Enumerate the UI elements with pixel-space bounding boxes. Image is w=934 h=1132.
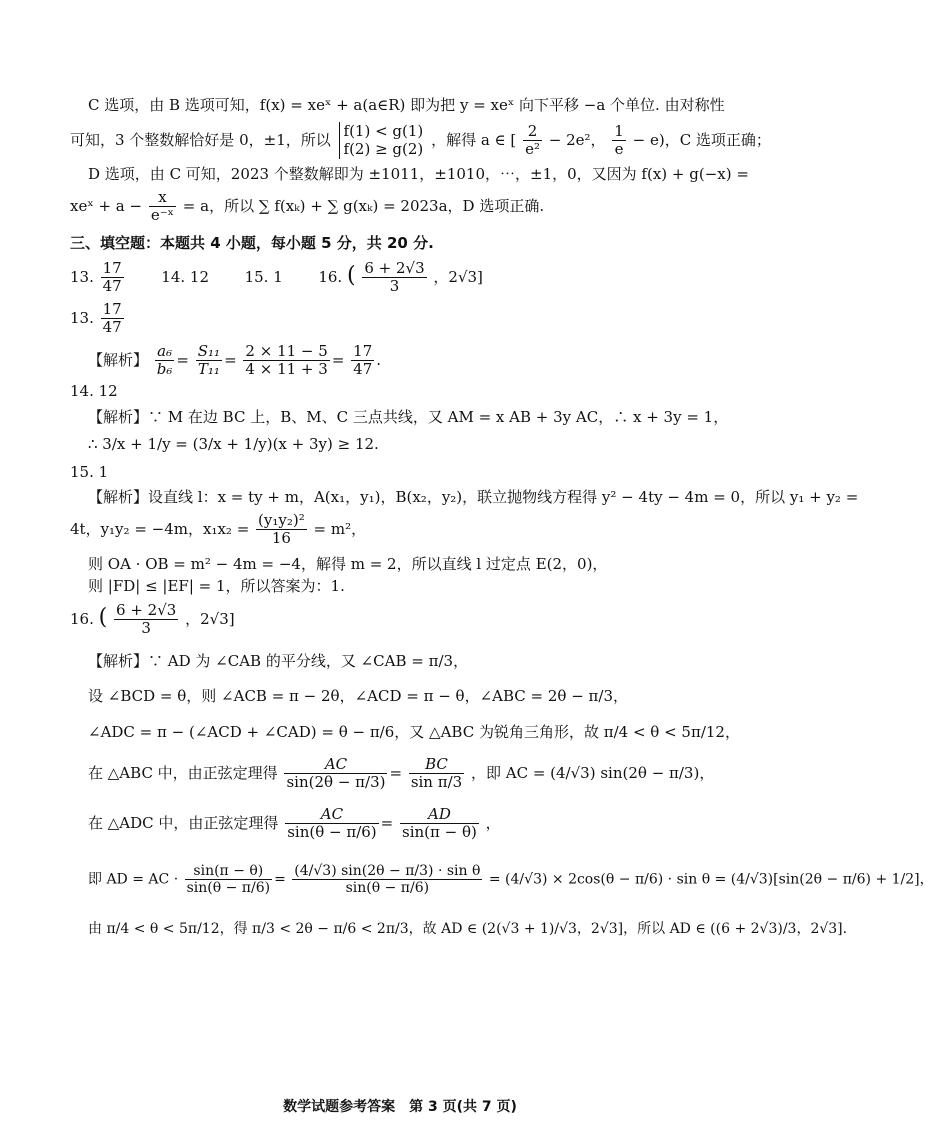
q16-text-6b: = (4/√3) × 2cos(θ − π/6) · sin θ = (4/√3)[sin(2θ − π/6) + 1/2]， — [488, 871, 934, 888]
q16-analysis-line-3: ∠ADC = π − (∠ACD + ∠CAD) = θ − π/6，又 △ABC 为锐角三角形，故 π/4 < θ < 5π/12， — [88, 722, 740, 741]
d-option-text-b: = a，所以 ∑ f(xₖ) + ∑ g(xₖ) = 2023a，D 选项正确. — [182, 196, 545, 215]
q16-analysis-line-1 — [70, 652, 752, 672]
fraction-denominator: 3 — [141, 619, 151, 638]
analysis-tag: 【解析】 — [88, 407, 149, 426]
c-option-text-c: − 2e²， — [548, 130, 606, 149]
q16-text-5a: 在 △ADC 中，由正弦定理得 — [88, 813, 279, 832]
inequality-system — [339, 122, 424, 160]
fraction-numerator: (4/√3) sin(2θ − π/3) · sin θ — [294, 863, 481, 879]
answer-13-fraction — [101, 260, 124, 296]
q13-answer-fraction — [101, 301, 124, 337]
d-option-line-2 — [70, 189, 752, 225]
fraction-denominator: e² — [525, 139, 540, 158]
system-row-2: f(2) ≥ g(2) — [343, 140, 424, 159]
q15-analysis-line-3: 则 OA · OB = m² − 4m = −4，解得 m = 2，所以直线 l 过定点 E(2，0)， — [88, 555, 608, 573]
c-option-line-2 — [70, 121, 771, 160]
answer-16-open-bracket: ( — [346, 262, 356, 288]
fraction-denominator: e — [614, 139, 624, 158]
q16-analysis-line-7: 由 π/4 < θ < 5π/12，得 π/3 < 2θ − π/6 < 2π/3，故 AD ∈ (2(√3 + 1)/√3，2√3]，所以 AD ∈ ((6 + 2√3)/3，2√3]. — [88, 921, 848, 938]
q16-text-4a: 在 △ABC 中，由正弦定理得 — [88, 763, 278, 782]
q16-answer-fraction — [114, 602, 178, 638]
fraction-denominator: 3 — [389, 276, 400, 295]
fraction-2-over-e2 — [523, 123, 542, 159]
frac-ac-over-sin-theta — [285, 806, 378, 842]
answer-16-close: ，2√3] — [433, 267, 483, 286]
fraction-numerator: x — [149, 189, 176, 207]
q16-analysis-line-4: 在 △ABC 中，由正弦定理得 $\frac{AC}{\sin(2\theta - \pi/3)}$ = $\frac{BC}{\text{sin π/3}}$ ，即 AC = (4/√3) sin(2θ − π/3)， — [88, 755, 715, 792]
frac-computation — [243, 343, 329, 379]
c-option-text-d: − e)，C 选项正确； — [632, 130, 771, 149]
answer-summary — [70, 260, 752, 296]
answer-14: 14. 12 — [161, 267, 210, 286]
q16-heading — [70, 602, 752, 638]
q14-heading: 14. 12 — [70, 382, 118, 400]
q16-text-6a: 即 AD = AC · — [88, 871, 179, 888]
q16-text-4b: ，即 AC = (4/√3) sin(2θ − π/3)， — [470, 763, 715, 782]
c-option-text-b: ，解得 a ∈ [ — [431, 130, 517, 149]
q16-analysis-line-5: 在 △ADC 中，由正弦定理得 $\frac{AC}{\sin(\theta - \pi/6)}$ = $\frac{AD}{\sin(\pi - \theta)}$ ， — [88, 804, 501, 841]
q14-analysis-line-2: ∴ 3/x + 1/y = (3/x + 1/y)(x + 3y) ≥ 12. — [88, 435, 379, 453]
fraction-1-over-e — [612, 123, 626, 159]
system-row-1: f(1) < g(1) — [343, 121, 424, 140]
analysis-tag: 【解析】 — [88, 488, 149, 506]
analysis-tag: 【解析】 — [88, 651, 149, 670]
c-option-line-1: C 选项，由 B 选项可知，f(x) = xeˣ + a(a∈R) 即为把 y = xeˣ 向下平移 −a 个单位. 由对称性 — [88, 96, 725, 114]
fraction-numerator: 6 + 2√3 — [364, 258, 425, 277]
fraction-denominator: b₆ — [156, 359, 173, 378]
answer-13-label: 13. — [70, 267, 94, 286]
q16-text-1: ∵ AD 为 ∠CAB 的平分线，又 ∠CAB = π/3， — [148, 651, 469, 670]
fraction-numerator: BC — [409, 756, 464, 774]
c-option-text-a: 可知，3 个整数解恰好是 0，±1，所以 — [70, 130, 331, 149]
q15-analysis-line-4: 则 |FD| ≤ |EF| = 1，所以答案为：1. — [88, 576, 345, 595]
q15-analysis-line-1 — [70, 488, 859, 508]
fraction-denominator: 47 — [102, 276, 122, 295]
answer-16-fraction — [362, 260, 426, 296]
fraction-denominator: sin(θ − π/6) — [345, 880, 430, 897]
q16-text-5b: ， — [485, 813, 501, 832]
q14-text-1: ∵ M 在边 BC 上，B、M、C 三点共线，又 AM = x AB + 3y AC，∴ x + 3y = 1， — [148, 407, 729, 426]
fraction-x-over-e — [149, 189, 176, 225]
fraction-numerator: 1 — [614, 121, 624, 140]
q13-analysis: 【解析】 $\frac{\text{a₆}}{\text{b₆}}$ = $\frac{\text{S₁₁}}{\text{T₁₁}}$ = $\frac{2 \times 11 - 5}{4 \times 11 + 3}$ = $\frac{17}{47}$ . — [88, 341, 382, 378]
q14-analysis-line-1 — [70, 408, 752, 428]
fraction-denominator: 16 — [271, 528, 291, 547]
q16-number: 16. — [70, 609, 94, 628]
fraction-numerator: sin(π − θ) — [185, 863, 273, 880]
q16-analysis-line-6: 即 AD = AC · $\frac{\sin(\pi - \theta)}{\sin(\theta - \pi/6)}$ = $\frac{\text{(4/√3) sin(2θ − π/3) · sin θ}}{\sin(\theta - \pi/6)}$ = (4/√3) × 2cos(θ − π/6) · sin θ = (4/√3)[sin(2θ − π/6) + 1/2]， — [88, 863, 934, 897]
section-title: 三、填空题：本题共 4 小题，每小题 5 分，共 20 分. — [70, 234, 434, 252]
frac-sin-ratio — [185, 863, 273, 896]
q13-heading — [70, 301, 752, 337]
fraction-numerator: AD — [400, 806, 479, 824]
q15-analysis-line-2 — [70, 512, 752, 548]
fraction-numerator: 17 — [102, 258, 122, 277]
answer-15: 15. 1 — [244, 267, 283, 286]
frac-ac-over-sin — [284, 756, 387, 792]
frac-result — [351, 343, 374, 379]
fraction-numerator: 17 — [353, 341, 373, 360]
q16-analysis-line-2: 设 ∠BCD = θ，则 ∠ACB = π − 2θ，∠ACD = π − θ，∠ABC = 2θ − π/3， — [88, 687, 629, 705]
d-option-line-1: D 选项，由 C 可知，2023 个整数解即为 ±1011，±1010，⋯，±1，0，又因为 f(x) + g(−x) = — [88, 165, 749, 183]
q15-heading: 15. 1 — [70, 462, 109, 481]
fraction-denominator: sin(2θ − π/3) — [286, 773, 386, 792]
answer-16-label: 16. — [318, 267, 343, 286]
q15-text-2a: 4t，y₁y₂ = −4m，x₁x₂ = — [70, 519, 255, 538]
fraction-numerator: 17 — [102, 300, 122, 318]
fraction-denominator: 4 × 11 + 3 — [245, 359, 328, 378]
q15-text-2b: = m²， — [313, 519, 367, 538]
fraction-numerator: AC — [284, 756, 387, 774]
fraction-numerator: AC — [285, 806, 378, 824]
frac-y1y2-over-16 — [256, 512, 307, 548]
fraction-numerator: a₆ — [155, 343, 175, 361]
fraction-numerator: 2 — [523, 123, 542, 141]
fraction-numerator: (y₁y₂)² — [258, 510, 305, 529]
q16-close: ，2√3] — [185, 609, 235, 628]
fraction-denominator: sin π/3 — [410, 773, 463, 792]
fraction-denominator: e⁻ˣ — [150, 205, 175, 224]
fraction-denominator: sin(π − θ) — [402, 822, 477, 841]
frac-a6-b6 — [155, 343, 175, 379]
fraction-numerator: 6 + 2√3 — [116, 601, 177, 619]
fraction-numerator: 2 × 11 − 5 — [245, 341, 328, 360]
fraction-denominator: 47 — [102, 318, 122, 337]
frac-s11-t11 — [196, 343, 222, 379]
q13-number: 13. — [70, 308, 94, 327]
fraction-numerator: S₁₁ — [197, 341, 221, 360]
page-footer: 数学试题参考答案 第 3 页(共 7 页) — [283, 1099, 517, 1115]
fraction-denominator: sin(θ − π/6) — [186, 880, 271, 897]
fraction-denominator: sin(θ − π/6) — [287, 822, 377, 841]
frac-long-expression — [292, 863, 482, 896]
frac-bc-over-sin — [409, 756, 464, 792]
frac-ad-over-sin — [400, 806, 479, 842]
fraction-denominator: 47 — [353, 359, 373, 378]
q15-text-1: 设直线 l：x = ty + m，A(x₁，y₁)，B(x₂，y₂)，联立抛物线方程得 y² − 4ty − 4m = 0，所以 y₁ + y₂ = — [148, 488, 859, 506]
q16-open-bracket: ( — [98, 604, 108, 630]
d-option-text-a: xeˣ + a − — [70, 196, 147, 215]
analysis-tag: 【解析】 — [88, 350, 149, 369]
fraction-denominator: T₁₁ — [197, 359, 220, 378]
